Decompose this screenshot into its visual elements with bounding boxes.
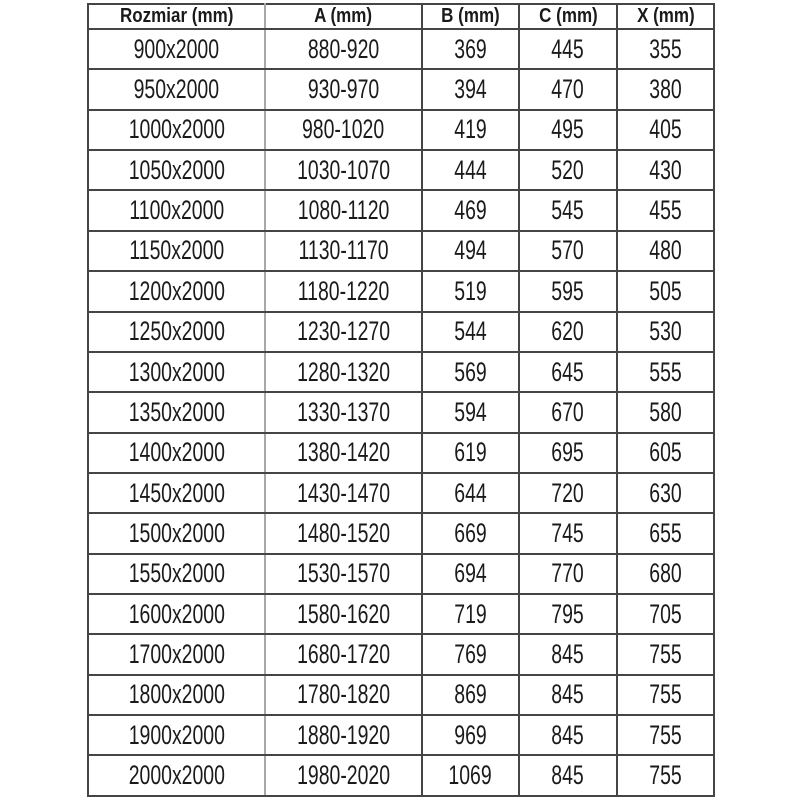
table-cell: [617, 473, 714, 513]
table-cell: [88, 150, 265, 190]
cell-value: 1550x2000: [128, 558, 225, 589]
table-cell: [617, 150, 714, 190]
table-cell: [265, 675, 422, 715]
table-cell: [617, 675, 714, 715]
cell-value: 1430-1470: [297, 477, 390, 508]
table-cell: [88, 473, 265, 513]
table-row: [88, 433, 714, 473]
table-cell: [422, 312, 519, 352]
cell-value: 630: [649, 477, 682, 508]
cell-value: 505: [649, 275, 682, 306]
table-row: [88, 675, 714, 715]
table-cell: [88, 231, 265, 271]
table-cell: [519, 594, 617, 634]
cell-value: 469: [454, 195, 487, 226]
table-cell: [519, 715, 617, 755]
cell-value: 580: [649, 396, 682, 427]
cell-value: 1900x2000: [128, 719, 225, 750]
table-cell: [265, 473, 422, 513]
column-header-label: A (mm): [314, 5, 373, 27]
cell-value: 705: [649, 598, 682, 629]
cell-value: 645: [551, 356, 585, 387]
table-cell: [88, 352, 265, 392]
table-cell: [617, 755, 714, 796]
cell-value: 745: [551, 517, 585, 548]
cell-value: 880-920: [307, 33, 380, 64]
table-row: [88, 271, 714, 311]
table-cell: [519, 190, 617, 230]
table-cell: [422, 69, 519, 109]
table-row: [88, 594, 714, 634]
table-cell: [88, 594, 265, 634]
cell-value: 1800x2000: [128, 679, 225, 710]
table-cell: [422, 755, 519, 796]
table-cell: [422, 634, 519, 674]
table-cell: [519, 29, 617, 69]
table-cell: [617, 69, 714, 109]
table-cell: [265, 312, 422, 352]
cell-value: 1580-1620: [297, 598, 390, 629]
table-cell: [422, 110, 519, 150]
table-cell: [265, 150, 422, 190]
cell-value: 755: [649, 679, 682, 710]
table-cell: [519, 554, 617, 594]
table-cell: [265, 554, 422, 594]
cell-value: 1000x2000: [128, 114, 225, 145]
cell-value: 1050x2000: [128, 154, 225, 185]
cell-value: 1250x2000: [128, 316, 225, 347]
cell-value: 1030-1070: [297, 154, 390, 185]
cell-value: 845: [551, 760, 585, 791]
cell-value: 770: [551, 558, 585, 589]
table-cell: [519, 675, 617, 715]
table-cell: [265, 352, 422, 392]
cell-value: 769: [454, 639, 487, 670]
column-header-a: [265, 4, 422, 29]
cell-value: 619: [454, 437, 487, 468]
cell-value: 1280-1320: [297, 356, 390, 387]
table-cell: [422, 190, 519, 230]
cell-value: 480: [649, 235, 682, 266]
table-cell: [617, 352, 714, 392]
table-cell: [265, 715, 422, 755]
table-cell: [519, 392, 617, 432]
table-cell: [519, 634, 617, 674]
table-row: [88, 634, 714, 674]
table-cell: [519, 150, 617, 190]
table-row: [88, 110, 714, 150]
column-header-rozmiar: [88, 4, 265, 29]
cell-value: 1980-2020: [297, 760, 390, 791]
cell-value: 430: [649, 154, 682, 185]
cell-value: 394: [454, 74, 487, 105]
table-cell: [422, 271, 519, 311]
column-header-label: X (mm): [636, 5, 695, 27]
cell-value: 795: [551, 598, 585, 629]
table-cell: [617, 715, 714, 755]
cell-value: 1700x2000: [128, 639, 225, 670]
table-cell: [519, 433, 617, 473]
cell-value: 380: [649, 74, 682, 105]
cell-value: 1680-1720: [297, 639, 390, 670]
table-cell: [519, 69, 617, 109]
column-header-label: Rozmiar (mm): [119, 5, 234, 27]
table-cell: [88, 715, 265, 755]
cell-value: 369: [454, 33, 487, 64]
cell-value: 419: [454, 114, 487, 145]
table-cell: [88, 634, 265, 674]
table-cell: [617, 634, 714, 674]
table-cell: [617, 110, 714, 150]
cell-value: 1350x2000: [128, 396, 225, 427]
table-cell: [88, 190, 265, 230]
cell-value: 1100x2000: [129, 195, 224, 226]
table-cell: [617, 554, 714, 594]
cell-value: 2000x2000: [128, 760, 225, 791]
table-cell: [88, 69, 265, 109]
table-cell: [88, 433, 265, 473]
table-cell: [519, 271, 617, 311]
size-table: [87, 3, 715, 797]
table-cell: [265, 29, 422, 69]
table-cell: [617, 433, 714, 473]
table-row: [88, 29, 714, 69]
cell-value: 1500x2000: [128, 517, 225, 548]
cell-value: 755: [649, 639, 682, 670]
table-cell: [617, 231, 714, 271]
table-cell: [265, 271, 422, 311]
table-cell: [519, 513, 617, 553]
table-cell: [519, 231, 617, 271]
cell-value: 680: [649, 558, 682, 589]
cell-value: 1480-1520: [297, 517, 390, 548]
table-cell: [519, 312, 617, 352]
cell-value: 1330-1370: [297, 396, 390, 427]
table-cell: [88, 29, 265, 69]
column-header-label: C (mm): [538, 5, 598, 27]
cell-value: 594: [454, 396, 487, 427]
column-header-x: [617, 4, 714, 29]
table-cell: [422, 675, 519, 715]
cell-value: 444: [454, 154, 487, 185]
cell-value: 544: [454, 316, 487, 347]
cell-value: 1180-1220: [297, 275, 390, 306]
cell-value: 445: [551, 33, 585, 64]
cell-value: 595: [551, 275, 585, 306]
table-cell: [422, 29, 519, 69]
cell-value: 845: [551, 679, 585, 710]
table-cell: [88, 110, 265, 150]
cell-value: 570: [551, 235, 585, 266]
cell-value: 1300x2000: [128, 356, 225, 387]
cell-value: 1230-1270: [297, 316, 390, 347]
table-cell: [422, 473, 519, 513]
table-cell: [422, 594, 519, 634]
table-cell: [265, 634, 422, 674]
table-cell: [88, 271, 265, 311]
cell-value: 755: [649, 760, 682, 791]
cell-value: 845: [551, 719, 585, 750]
table-cell: [519, 352, 617, 392]
table-cell: [265, 755, 422, 796]
table-cell: [422, 150, 519, 190]
table-cell: [422, 231, 519, 271]
cell-value: 1150x2000: [129, 235, 224, 266]
table-row: [88, 715, 714, 755]
table-cell: [265, 69, 422, 109]
table-row: [88, 150, 714, 190]
table-cell: [88, 675, 265, 715]
table-row: [88, 231, 714, 271]
table-cell: [617, 513, 714, 553]
cell-value: 1600x2000: [128, 598, 225, 629]
cell-value: 530: [649, 316, 682, 347]
cell-value: 520: [551, 154, 585, 185]
cell-value: 930-970: [307, 74, 380, 105]
table-cell: [617, 29, 714, 69]
table-row: [88, 392, 714, 432]
cell-value: 720: [551, 477, 585, 508]
column-header-label: B (mm): [441, 5, 500, 27]
table-cell: [265, 392, 422, 432]
cell-value: 845: [551, 639, 585, 670]
cell-value: 620: [551, 316, 585, 347]
cell-value: 1880-1920: [297, 719, 390, 750]
cell-value: 695: [551, 437, 585, 468]
table-body: [88, 29, 714, 796]
cell-value: 969: [454, 719, 487, 750]
table-cell: [265, 594, 422, 634]
table-cell: [265, 110, 422, 150]
cell-value: 655: [649, 517, 682, 548]
cell-value: 669: [454, 517, 487, 548]
table-cell: [617, 594, 714, 634]
cell-value: 545: [551, 195, 585, 226]
table-cell: [519, 473, 617, 513]
table-cell: [88, 392, 265, 432]
cell-value: 405: [649, 114, 682, 145]
cell-value: 1069: [448, 760, 493, 791]
table-cell: [265, 190, 422, 230]
table-cell: [422, 715, 519, 755]
table-cell: [617, 271, 714, 311]
cell-value: 900x2000: [133, 33, 220, 64]
table-cell: [265, 433, 422, 473]
cell-value: 670: [551, 396, 585, 427]
cell-value: 495: [551, 114, 585, 145]
cell-value: 1780-1820: [297, 679, 390, 710]
table-cell: [422, 554, 519, 594]
column-header-c: [519, 4, 617, 29]
cell-value: 755: [649, 719, 682, 750]
table-cell: [519, 755, 617, 796]
cell-value: 1400x2000: [128, 437, 225, 468]
cell-value: 1200x2000: [128, 275, 225, 306]
table-row: [88, 513, 714, 553]
table-row: [88, 312, 714, 352]
cell-value: 470: [551, 74, 585, 105]
cell-value: 869: [454, 679, 487, 710]
table-row: [88, 473, 714, 513]
cell-value: 1130-1170: [298, 235, 389, 266]
table-cell: [617, 392, 714, 432]
cell-value: 719: [454, 598, 487, 629]
table-cell: [88, 513, 265, 553]
column-header-b: [422, 4, 519, 29]
header-row: [88, 4, 714, 29]
table-cell: [519, 110, 617, 150]
table-cell: [617, 312, 714, 352]
table-cell: [422, 392, 519, 432]
cell-value: 694: [454, 558, 487, 589]
cell-value: 950x2000: [133, 74, 220, 105]
table-cell: [422, 352, 519, 392]
cell-value: 555: [649, 356, 682, 387]
table-cell: [88, 755, 265, 796]
cell-value: 1530-1570: [297, 558, 390, 589]
table-cell: [265, 513, 422, 553]
cell-value: 455: [649, 195, 682, 226]
table-cell: [422, 513, 519, 553]
table-row: [88, 190, 714, 230]
cell-value: 980-1020: [302, 114, 385, 145]
cell-value: 494: [454, 235, 487, 266]
table-cell: [88, 312, 265, 352]
table-cell: [422, 433, 519, 473]
table-row: [88, 69, 714, 109]
cell-value: 1380-1420: [297, 437, 390, 468]
cell-value: 605: [649, 437, 682, 468]
cell-value: 569: [454, 356, 487, 387]
cell-value: 644: [454, 477, 487, 508]
cell-value: 1080-1120: [297, 195, 390, 226]
table-row: [88, 352, 714, 392]
cell-value: 355: [649, 33, 682, 64]
cell-value: 519: [454, 275, 487, 306]
table-row: [88, 755, 714, 796]
table-cell: [617, 190, 714, 230]
table-cell: [88, 554, 265, 594]
table-row: [88, 554, 714, 594]
cell-value: 1450x2000: [128, 477, 225, 508]
table-cell: [265, 231, 422, 271]
